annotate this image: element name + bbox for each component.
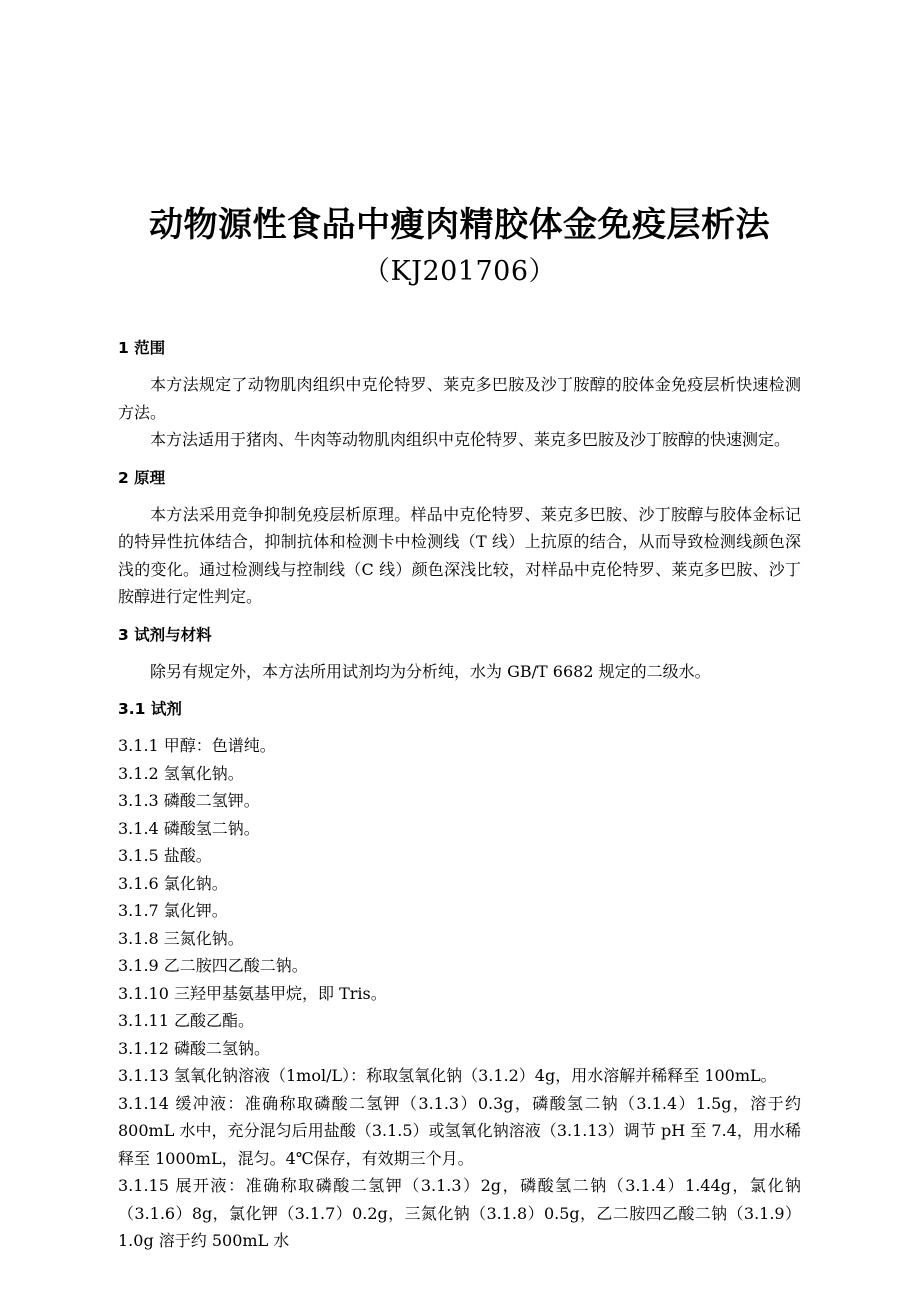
reagent-item: 3.1.3 磷酸二氢钾。: [118, 791, 260, 810]
section-heading-scope: 1 范围: [118, 339, 166, 357]
reagent-item-list: [118, 732, 801, 1255]
reagent-item: 3.1.8 三氮化钠。: [118, 928, 244, 948]
reagent-item: 3.1.14 缓冲液：准确称取磷酸二氢钾（3.1.3）0.3g，磷酸氢二钠（3.1.4）1.5g，溶于约 800mL 水中，充分混匀后用盐酸（3.1.5）或氢氧化钠溶液（3.1.13）调节 pH 至 7.4，用水稀释至 1000mL，混匀。4℃保存，有效期三个月。: [118, 1093, 801, 1168]
spacer: [118, 720, 801, 732]
reagent-item: 3.1.4 磷酸氢二钠。: [118, 818, 260, 838]
scope-paragraph-1: 本方法规定了动物肌肉组织中克伦特罗、莱克多巴胺及沙丁胺醇的胶体金免疫层析快速检测方法。: [118, 375, 801, 422]
reagent-item: 3.1.7 氯化钾。: [118, 901, 228, 920]
page-title: 动物源性食品中瘦肉精胶体金免疫层析法: [149, 205, 770, 245]
document-standard-code: （KJ201706）: [362, 256, 557, 287]
reagent-item: 3.1.9 乙二胺四乙酸二钠。: [118, 956, 308, 975]
principle-paragraph-1: 本方法采用竞争抑制免疫层析原理。样品中克伦特罗、莱克多巴胺、沙丁胺醇与胶体金标记的特异性抗体结合，抑制抗体和检测卡中检测线（T 线）上抗原的结合，从而导致检测线颜色深浅的变化。通过检测线与控制线（C 线）颜色深浅比较，对样品中克伦特罗、莱克多巴胺、沙丁胺醇进行定性判定。: [118, 504, 801, 606]
reagent-item: 3.1.1 甲醇：色谱纯。: [118, 736, 276, 755]
reagent-item: 3.1.11 乙酸乙酯。: [118, 1011, 254, 1030]
reagent-item: 3.1.6 氯化钠。: [118, 873, 228, 893]
subsection-heading-reagent-list: 3.1 试剂: [118, 700, 182, 718]
reagent-item: 3.1.10 三羟甲基氨基甲烷，即 Tris。: [118, 983, 387, 1003]
page-content: [118, 0, 801, 1255]
reagent-item: 3.1.2 氢氧化钠。: [118, 763, 244, 783]
section-heading-reagents: 3 试剂与材料: [118, 625, 212, 644]
spacer: [118, 359, 801, 371]
scope-paragraph-2: 本方法适用于猪肉、牛肉等动物肌肉组织中克伦特罗、莱克多巴胺及沙丁胺醇的快速测定。: [150, 430, 791, 449]
reagent-item: 3.1.5 盐酸。: [118, 846, 212, 865]
spacer: [118, 685, 801, 698]
reagent-item: 3.1.13 氢氧化钠溶液（1mol/L）：称取氢氧化钠（3.1.2）4g，用水溶解并稀释至 100mL。: [118, 1066, 777, 1085]
reagent-item: 3.1.12 磷酸二氢钠。: [118, 1038, 270, 1058]
reagents-paragraph-1: 除另有规定外，本方法所用试剂均为分析纯，水为 GB/T 6682 规定的二级水。: [150, 661, 711, 681]
spacer: [118, 646, 801, 658]
section-heading-principle: 2 原理: [118, 468, 166, 487]
spacer: [118, 611, 801, 624]
spacer: [118, 489, 801, 501]
reagent-item: 3.1.15 展开液：准确称取磷酸二氢钾（3.1.3）2g，磷酸氢二钠（3.1.4）1.44g，氯化钠（3.1.6）8g，氯化钾（3.1.7）0.2g，三氮化钠（3.1.8）0.5g，乙二胺四乙酸二钠（3.1.9）1.0g 溶于约 500mL 水: [118, 1176, 801, 1250]
spacer: [118, 454, 801, 467]
spacer: [118, 291, 801, 337]
